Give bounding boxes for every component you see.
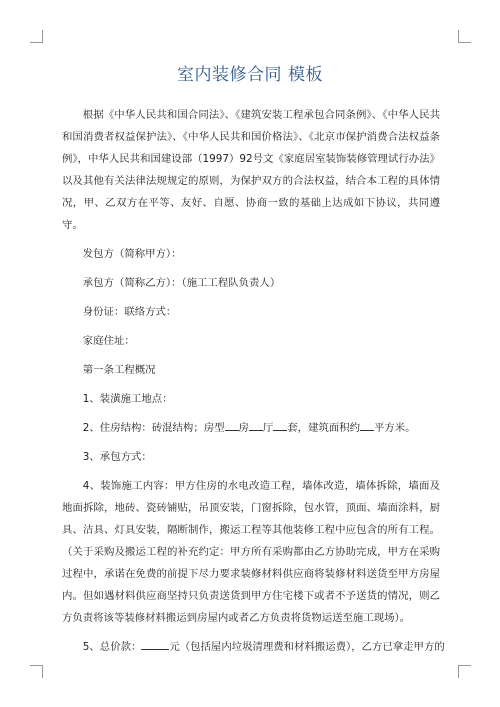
blank-underline bbox=[360, 430, 374, 431]
blank-underline bbox=[273, 430, 287, 431]
crop-mark-bottom-left bbox=[30, 665, 43, 678]
party-b-line: 承包方（简称乙方）：（施工工程队负责人） bbox=[82, 277, 281, 289]
blank-underline bbox=[249, 430, 263, 431]
item-1-line: 1、装潢施工地点： bbox=[82, 393, 173, 405]
item-2-text: 厅 bbox=[262, 422, 274, 434]
item-2-prefix: 2、住房结构：砖混结构；房型 bbox=[82, 422, 225, 434]
item-5-prefix: 5、总价款： bbox=[82, 641, 142, 653]
document-title: 室内装修合同 模板 bbox=[177, 65, 323, 85]
crop-mark-top-right bbox=[458, 30, 471, 43]
item-2-text: 套，建筑面积约 bbox=[287, 422, 361, 434]
item-2-text: 房 bbox=[238, 422, 249, 434]
item-3-line: 3、承包方式： bbox=[82, 451, 152, 463]
item-4-paragraph: 4、装饰施工内容：甲方住房的水电改造工程，墙体改造，墙体拆除，墙面及地面拆除，地砖、瓷砖铺贴，吊顶安装，门窗拆除，包水管，顶面、墙面涂料，厨具、洁具、灯具安装，隔断制作，搬运工程等其他装修工程中应包含的所有工程。（关于采购及搬运工程的补充约定：甲方所有采购都由乙方协助完成，甲方在采购过程中，承诺在免费的前提下尽力要求装修材料供应商将装修材料送货至甲方房屋内。但如遇材料供应商坚持只负责送货到甲方住宅楼下或者不予送货的情况，则乙方负责将该等装修材料搬运到房屋内或者乙方负责将货物运送至施工现场）。 bbox=[62, 480, 440, 624]
crop-mark-top-left bbox=[30, 30, 43, 43]
item-2-line bbox=[62, 417, 440, 439]
crop-mark-bottom-right bbox=[458, 665, 471, 678]
intro-paragraph: 根据《中华人民共和国合同法》、《建筑安装工程承包合同条例》、《中华人民共和国消费者权益保护法》、《中华人民共和国价格法》、《北京市保护消费合法权益条例》，中华人民共和国建设部（1997）92号文《家庭居室装饰装修管理试行办法》以及其他有关法律法规规定的原则，为保护双方的合法权益，结合本工程的具体情况，甲、乙双方在平等、友好、自愿、协商一致的基础上达成如下协议，共同遵守。 bbox=[62, 109, 440, 231]
blank-underline bbox=[141, 649, 169, 650]
article-1-heading: 第一条工程概况 bbox=[82, 364, 156, 376]
document-body bbox=[62, 104, 445, 665]
party-a-line: 发包方（简称甲方）： bbox=[82, 248, 182, 260]
blank-underline bbox=[225, 430, 239, 431]
item-2-text: 平方米。 bbox=[374, 422, 416, 434]
id-contact-line: 身份证：联络方式： bbox=[82, 306, 177, 318]
item-5-line bbox=[62, 636, 445, 658]
item-5-suffix: 元（包括屋内垃圾清理费和材料搬运费），乙方已拿走甲方的 bbox=[169, 641, 445, 653]
address-line: 家庭住址： bbox=[82, 335, 135, 347]
